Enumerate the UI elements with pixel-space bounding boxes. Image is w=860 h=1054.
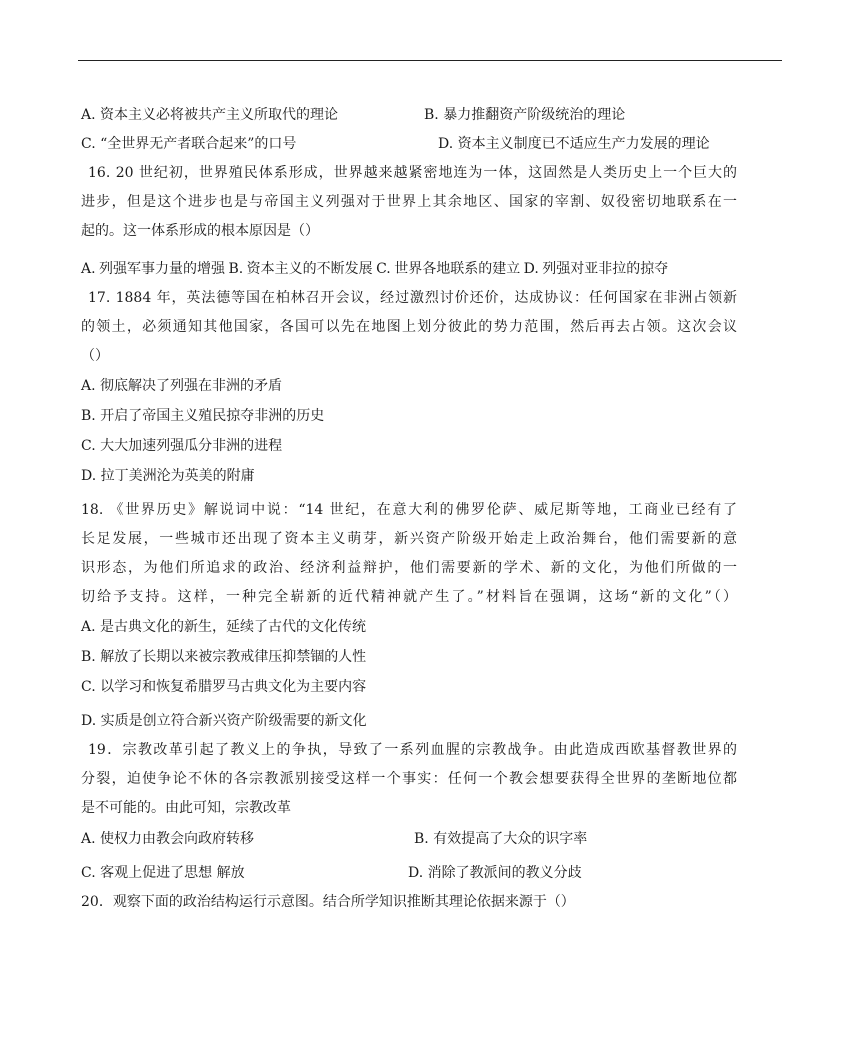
q17-option-d: D. 拉丁美洲沦为英美的附庸 [81,468,255,484]
q18-stem-line-1: 18. 《世界历史》解说词中说：“14 世纪，在意大利的佛罗伦萨、威尼斯等地，工商业已经有了 [81,502,737,518]
q19-stem-line-1: 19．宗教改革引起了教义上的争执，导致了一系列血腥的宗教战争。由此造成西欧基督教世界的 [88,742,737,758]
q19-option-b: B. 有效提高了大众的识字率 [414,831,588,847]
q16-stem-line-2: 进步，但是这个进步也是与帝国主义列强对于世界上其余地区、国家的宰割、奴役密切地联系在一 [81,194,737,210]
q15-option-c: C. “全世界无产者联合起来”的口号 [81,136,297,152]
q15-option-a: A. 资本主义必将被共产主义所取代的理论 [81,107,339,123]
q16-stem-line-1: 16. 20 世纪初，世界殖民体系形成，世界越来越紧密地连为一体，这固然是人类历史上一个巨大的 [88,165,737,181]
q20-stem-line-1: 20．观察下面的政治结构运行示意图。结合所学知识推断其理论依据来源于（） [81,894,575,910]
q17-stem-line-2: 的领土，必须通知其他国家，各国可以先在地图上划分彼此的势力范围，然后再去占领。这次会议 [81,319,737,335]
q17-option-b: B. 开启了帝国主义殖民掠夺非洲的历史 [81,408,325,424]
q18-option-d: D. 实质是创立符合新兴资产阶级需要的新文化 [81,713,367,729]
q16-options: A. 列强军事力量的增强 B. 资本主义的不断发展 C. 世界各地联系的建立 D. 列强对亚非拉的掠夺 [81,261,669,277]
q18-option-a: A. 是古典文化的新生，延续了古代的文化传统 [81,619,367,635]
q18-stem-line-3: 识形态，为他们所追求的政治、经济利益辩护，他们需要新的学术、新的文化，为他们所做的一 [81,560,737,576]
q17-stem-line-3: （） [81,348,109,364]
q18-stem-line-4: 切给予支持。这样，一种完全崭新的近代精神就产生了。”材料旨在强调，这场“新的文化”（） [81,589,737,605]
q18-stem-line-2: 长足发展，一些城市还出现了资本主义萌芽，新兴资产阶级开始走上政治舞台，他们需要新的意 [81,531,737,547]
q16-stem-line-3: 起的。这一体系形成的根本原因是（） [81,223,319,239]
q19-option-d: D. 消除了教派间的教义分歧 [408,865,582,881]
q15-option-b: B. 暴力推翻资产阶级统治的理论 [424,107,626,123]
q19-option-c: C. 客观上促进了思想 解放 [81,865,245,881]
q17-option-a: A. 彻底解决了列强在非洲的矛盾 [81,378,283,394]
q19-stem-line-3: 是不可能的。由此可知，宗教改革 [81,800,291,816]
q15-option-d: D. 资本主义制度已不适应生产力发展的理论 [438,136,710,152]
q17-stem-line-1: 17. 1884 年，英法德等国在柏林召开会议，经过激烈讨价还价，达成协议：任何国家在非洲占领新 [88,290,737,306]
q19-stem-line-2: 分裂，迫使争论不休的各宗教派别接受这样一个事实：任何一个教会想要获得全世界的垄断地位都 [81,771,737,787]
q18-option-c: C. 以学习和恢复希腊罗马古典文化为主要内容 [81,679,367,695]
header-rule [78,60,782,61]
q18-option-b: B. 解放了长期以来被宗教戒律压抑禁锢的人性 [81,649,367,665]
q19-option-a: A. 使权力由教会向政府转移 [81,831,255,847]
q17-option-c: C. 大大加速列强瓜分非洲的进程 [81,438,283,454]
